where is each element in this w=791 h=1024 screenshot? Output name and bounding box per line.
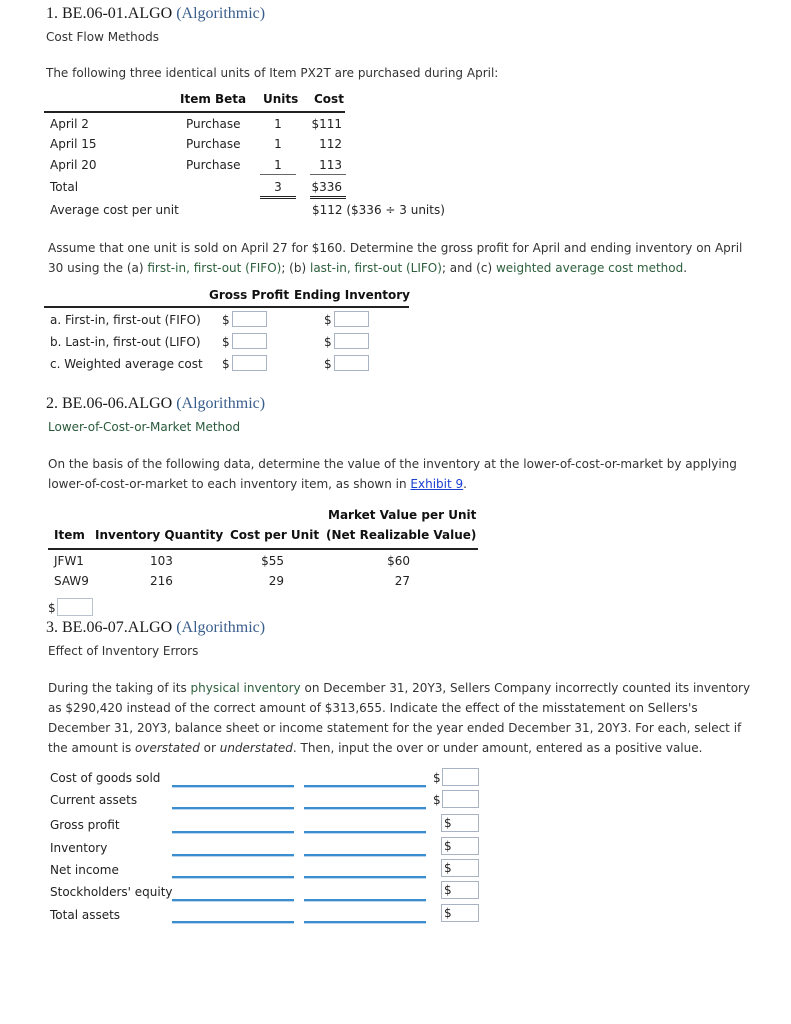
q1-row-date: April 2 xyxy=(50,117,89,131)
q3-row-label: Net income xyxy=(50,863,119,877)
equity-amount-input[interactable] xyxy=(441,881,479,899)
total-assets-effect-select[interactable] xyxy=(172,921,294,924)
lifo-gross-profit-input[interactable] xyxy=(232,333,267,349)
q3-intro-text: on December 31, 20Y3, Sellers Company incorrectly counted its inventory as $290,420 instead of the correct amount of $313,655. Indicate the effect of the misstatement on Sellers's December 31, 20Y3, balance sheet or income statement for the year ended December 31, 20Y3. For each, select if the amount is xyxy=(48,681,751,755)
inventory-effect-select[interactable] xyxy=(172,854,294,857)
q3-row-label: Gross profit xyxy=(50,818,120,832)
q2-title-algorithmic: (Algorithmic) xyxy=(176,395,266,412)
q2-intro-text: . xyxy=(463,477,467,491)
q3-row-label: Cost of goods sold xyxy=(50,771,161,785)
q1-units-subtotal-rule xyxy=(260,174,296,175)
physical-inventory-term: physical inventory xyxy=(190,681,301,695)
lifo-ending-inventory-input[interactable] xyxy=(334,333,369,349)
cogs-amount-input[interactable] xyxy=(442,768,479,786)
q1-row-type: Purchase xyxy=(186,158,241,172)
q1-row-cost: $111 xyxy=(311,117,342,131)
q1-header-item: Item Beta xyxy=(180,92,247,106)
q1-assume-paragraph xyxy=(48,238,753,278)
q2-row-qty: 216 xyxy=(150,574,173,588)
equity-effect-select[interactable] xyxy=(172,899,294,902)
q3-row-label: Total assets xyxy=(50,908,121,922)
q1-title-algorithmic: (Algorithmic) xyxy=(176,5,266,22)
q2-row-cpu: 29 xyxy=(268,574,284,588)
q2-header-cpu: Cost per Unit xyxy=(230,528,320,542)
currency-sign: $ xyxy=(222,313,230,327)
q1-row-cost: 112 xyxy=(319,137,342,151)
current-assets-amount-input[interactable] xyxy=(442,790,479,808)
q3-intro-text: During the taking of its xyxy=(48,681,191,695)
q1-assume-text: ; and (c) xyxy=(441,261,496,275)
q1-row-type: Purchase xyxy=(186,137,241,151)
q1-row-units: 1 xyxy=(274,158,282,172)
q1-total-units: 3 xyxy=(274,180,282,194)
gross-profit-direction-select[interactable] xyxy=(304,831,426,834)
q3-row-label: Inventory xyxy=(50,841,108,855)
q1-assume-text: ; (b) xyxy=(281,261,310,275)
q1-assume-text: . xyxy=(683,261,688,275)
q1-answer-label: b. Last-in, first-out (LIFO) xyxy=(50,335,201,349)
total-assets-amount-input[interactable] xyxy=(441,904,479,922)
exhibit-9-link[interactable]: Exhibit 9 xyxy=(410,477,464,491)
q1-answer-label: c. Weighted average cost xyxy=(50,357,203,371)
currency-sign: $ xyxy=(222,335,230,349)
q3-title xyxy=(46,619,265,637)
q2-row-mv: 27 xyxy=(394,574,410,588)
q3-row-label: Current assets xyxy=(50,793,138,807)
q3-intro xyxy=(48,678,753,758)
q1-average-label: Average cost per unit xyxy=(50,203,179,217)
q1-assume-text: Assume that one unit is sold on April 27 for $160. Determine the gross profit for April and ending inventory on April 30 using the (a) xyxy=(48,241,743,275)
lifo-term: last-in, first-out (LIFO) xyxy=(309,261,442,275)
currency-sign: $ xyxy=(444,906,452,920)
q1-title xyxy=(46,5,265,23)
q2-subtitle: Lower-of-Cost-or-Market Method xyxy=(48,420,241,434)
q2-header-item: Item xyxy=(54,528,85,542)
q3-subtitle: Effect of Inventory Errors xyxy=(48,644,199,658)
q1-total-label: Total xyxy=(50,180,79,194)
currency-sign: $ xyxy=(444,839,452,853)
equity-direction-select[interactable] xyxy=(304,899,426,902)
q1-header-ending-inventory: Ending Inventory xyxy=(294,288,410,302)
inventory-amount-input[interactable] xyxy=(441,837,479,855)
fifo-ending-inventory-input[interactable] xyxy=(334,311,369,327)
total-assets-direction-select[interactable] xyxy=(304,921,426,924)
net-income-direction-select[interactable] xyxy=(304,876,426,879)
q2-header-rule xyxy=(48,548,478,550)
gross-profit-amount-input[interactable] xyxy=(441,814,479,832)
q1-answer-label: a. First-in, first-out (FIFO) xyxy=(50,313,201,327)
cogs-direction-select[interactable] xyxy=(304,785,426,788)
current-assets-effect-select[interactable] xyxy=(172,807,294,810)
currency-sign: $ xyxy=(324,313,332,327)
q1-subtitle: Cost Flow Methods xyxy=(46,30,159,44)
q2-row-mv: $60 xyxy=(387,554,410,568)
q1-title-number: 1. BE.06-01.ALGO xyxy=(46,5,173,22)
q1-row-type: Purchase xyxy=(186,117,241,131)
q2-title-number: 2. BE.06-06.ALGO xyxy=(46,395,173,412)
cogs-effect-select[interactable] xyxy=(172,785,294,788)
q3-title-algorithmic: (Algorithmic) xyxy=(176,619,266,636)
q3-intro-text: or xyxy=(199,741,220,755)
q2-row-item: JFW1 xyxy=(54,554,84,568)
q3-title-number: 3. BE.06-07.ALGO xyxy=(46,619,173,636)
q1-row-date: April 15 xyxy=(50,137,97,151)
q2-title xyxy=(46,395,265,413)
q1-cost-total-rule xyxy=(310,196,346,199)
weighted-gross-profit-input[interactable] xyxy=(232,355,267,371)
q1-units-total-rule xyxy=(260,196,296,199)
lcm-inventory-value-input[interactable] xyxy=(57,598,93,616)
q1-header-cost: Cost xyxy=(314,92,344,106)
current-assets-direction-select[interactable] xyxy=(304,807,426,810)
q1-row-units: 1 xyxy=(274,137,282,151)
q2-intro xyxy=(48,454,748,494)
q1-header-rule xyxy=(44,111,345,113)
q1-intro: The following three identical units of Item PX2T are purchased during April: xyxy=(46,66,499,80)
currency-sign: $ xyxy=(324,335,332,349)
q1-total-cost: $336 xyxy=(311,180,342,194)
currency-sign: $ xyxy=(444,883,452,897)
q2-intro-text: On the basis of the following data, determine the value of the inventory at the lower-of-cost-or-market by applying lower-of-cost-or-market to each inventory item, as shown in xyxy=(48,457,737,491)
inventory-direction-select[interactable] xyxy=(304,854,426,857)
q1-row-cost: 113 xyxy=(319,158,342,172)
q3-row-label: Stockholders' equity xyxy=(50,885,173,899)
q2-row-qty: 103 xyxy=(150,554,173,568)
overstated-term: overstated xyxy=(135,741,200,755)
weighted-ending-inventory-input[interactable] xyxy=(334,355,369,371)
currency-sign: $ xyxy=(444,861,452,875)
gross-profit-effect-select[interactable] xyxy=(172,831,294,834)
net-income-amount-input[interactable] xyxy=(441,859,479,877)
weighted-average-term: weighted average cost method xyxy=(495,261,684,275)
q1-average-value: $112 ($336 ÷ 3 units) xyxy=(312,203,445,217)
q1-row-date: April 20 xyxy=(50,158,97,172)
net-income-effect-select[interactable] xyxy=(172,876,294,879)
currency-sign: $ xyxy=(222,357,230,371)
q3-intro-text: . Then, input the over or under amount, entered as a positive value. xyxy=(292,741,703,755)
currency-sign: $ xyxy=(433,771,441,785)
currency-sign: $ xyxy=(433,793,441,807)
q2-header-mv-line1: Market Value per Unit xyxy=(328,508,477,522)
q1-header-units: Units xyxy=(263,92,299,106)
q1-answer-header-rule xyxy=(44,306,409,308)
currency-sign: $ xyxy=(324,357,332,371)
q1-header-gross-profit: Gross Profit xyxy=(209,288,290,302)
q1-cost-subtotal-rule xyxy=(310,174,346,175)
q2-header-mv-line2: (Net Realizable Value) xyxy=(326,528,477,542)
fifo-term: first-in, first-out (FIFO) xyxy=(147,261,282,275)
fifo-gross-profit-input[interactable] xyxy=(232,311,267,327)
q1-row-units: 1 xyxy=(274,117,282,131)
q2-row-cpu: $55 xyxy=(261,554,284,568)
currency-sign: $ xyxy=(48,601,56,615)
q2-header-qty: Inventory Quantity xyxy=(95,528,224,542)
currency-sign: $ xyxy=(444,816,452,830)
understated-term: understated xyxy=(219,741,293,755)
q2-row-item: SAW9 xyxy=(54,574,89,588)
